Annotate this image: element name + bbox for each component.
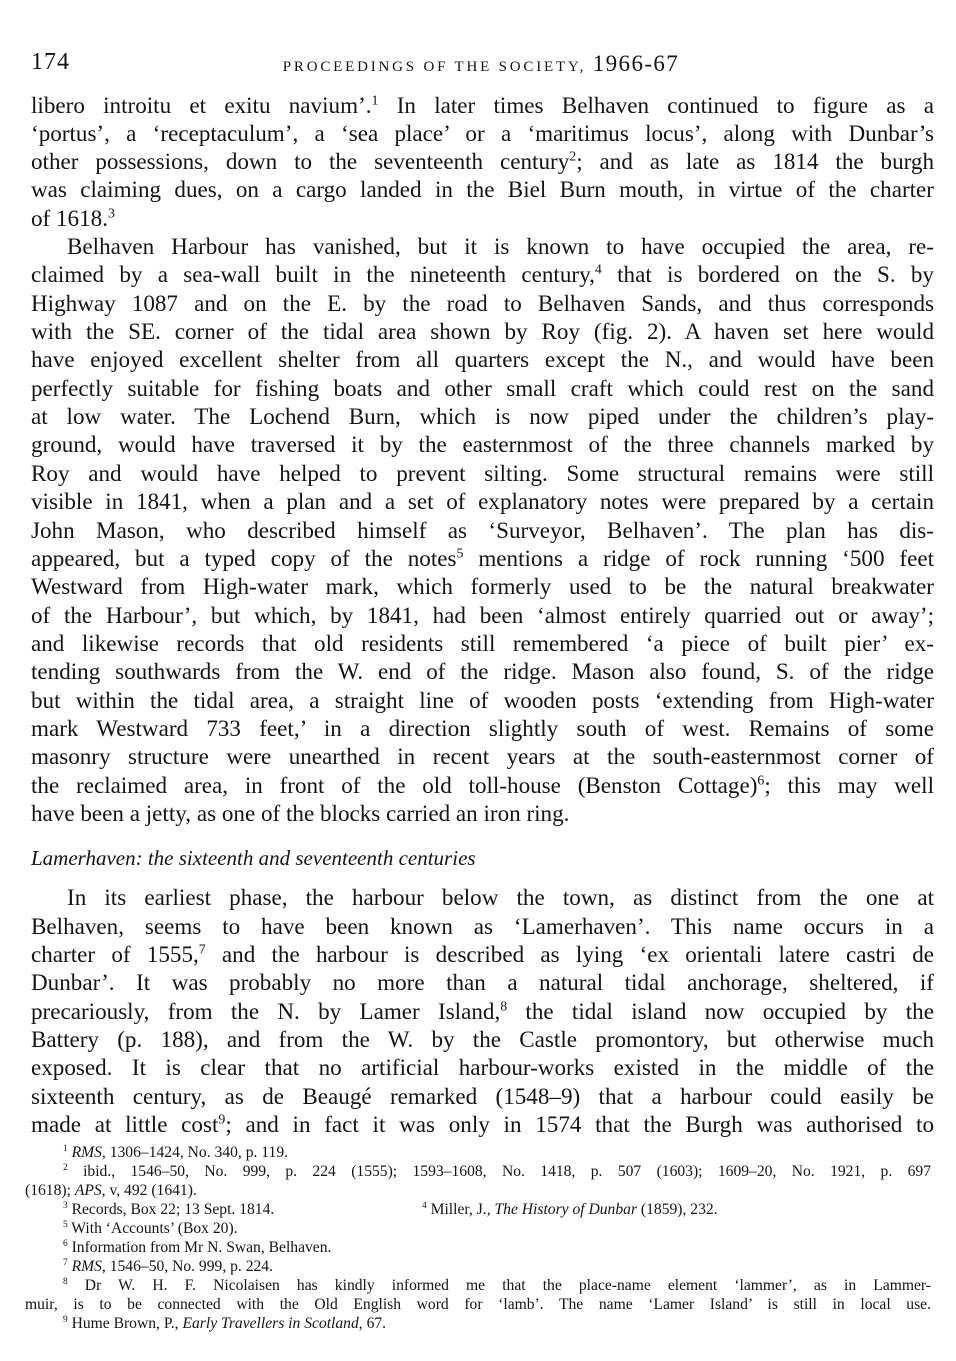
- body-line: charter of 1555,$^7$ and the harbour is described as lying ‘ex orientali latere castri de: [31, 941, 934, 967]
- body-line: perfectly suitable for fishing boats and other small craft which could rest on the sand: [31, 375, 934, 401]
- body-line: exposed. It is clear that no artificial harbour-works existed in the middle of the: [31, 1054, 934, 1080]
- page-number: 174: [31, 49, 70, 75]
- footnote: $^6$ Information from Mr N. Swan, Belhaven.: [63, 1239, 332, 1256]
- running-header: [31, 46, 931, 82]
- body-line: masonry structure were unearthed in recent years at the south-easternmost corner of: [31, 743, 934, 769]
- footnote: $^8$ Dr W. H. F. Nicolaisen has kindly informed me that the place-name element ‘lammer’, as in Lammer-: [63, 1277, 931, 1294]
- body-line: of the Harbour’, but which, by 1841, had been ‘almost entirely quarried out or away’;: [31, 602, 934, 628]
- body-line: ground, would have traversed it by the easternmost of the three channels marked by: [31, 431, 934, 457]
- body-line: other possessions, down to the seventeenth century$^2$; and as late as 1814 the burgh: [31, 148, 934, 174]
- body-line: of 1618.$^3$: [31, 205, 115, 231]
- footnote: (1618); APS, v, 492 (1641).: [25, 1182, 197, 1199]
- running-title-years: 1966-67: [592, 51, 680, 76]
- body-line: Westward from High-water mark, which formerly used to be the natural breakwater: [31, 573, 934, 599]
- section-heading: Lamerhaven: the sixteenth and seventeenth centuries: [31, 846, 476, 870]
- body-line: precariously, from the N. by Lamer Island,$^8$ the tidal island now occupied by the: [31, 998, 934, 1024]
- footnote: $^4$ Miller, J., The History of Dunbar (1859), 232.: [422, 1201, 718, 1218]
- body-line: John Mason, who described himself as ‘Surveyor, Belhaven’. The plan has dis-: [31, 517, 934, 543]
- footnote: muir, is to be connected with the Old English word for ‘lamb’. The name ‘Lamer Island’ is still in local use.: [25, 1296, 931, 1313]
- body-line: Roy and would have helped to prevent silting. Some structural remains were still: [31, 460, 934, 486]
- footnote: $^2$ ibid., 1546–50, No. 999, p. 224 (1555); 1593–1608, No. 1418, p. 507 (1603); 1609–20, No. 1921, p. 697: [63, 1163, 931, 1180]
- body-line: and likewise records that old residents still remembered ‘a piece of built pier’ ex-: [31, 630, 934, 656]
- body-line: have been a jetty, as one of the blocks carried an iron ring.: [31, 800, 570, 826]
- body-line: mark Westward 733 feet,’ in a direction slightly south of west. Remains of some: [31, 715, 934, 741]
- footnote: $^1$ RMS, 1306–1424, No. 340, p. 119.: [63, 1144, 289, 1161]
- body-line: with the SE. corner of the tidal area shown by Roy (fig. 2). A haven set here would: [31, 318, 934, 344]
- running-title: [31, 51, 931, 77]
- footnote: $^7$ RMS, 1546–50, No. 999, p. 224.: [63, 1258, 274, 1275]
- body-line: at low water. The Lochend Burn, which is now piped under the children’s play-: [31, 403, 934, 429]
- body-line: libero introitu et exitu navium’.$^1$ In later times Belhaven continued to figure as a: [31, 92, 934, 118]
- footnote: $^9$ Hume Brown, P., Early Travellers in Scotland, 67.: [63, 1315, 387, 1332]
- footnote: $^5$ With ‘Accounts’ (Box 20).: [63, 1220, 238, 1237]
- body-line: appeared, but a typed copy of the notes$^5$ mentions a ridge of rock running ‘500 feet: [31, 545, 934, 571]
- body-line: have enjoyed excellent shelter from all quarters except the N., and would have been: [31, 346, 934, 372]
- body-line: ‘portus’, a ‘receptaculum’, a ‘sea place’ or a ‘maritimus locus’, along with Dunbar’s: [31, 120, 934, 146]
- body-line: Belhaven Harbour has vanished, but it is known to have occupied the area, re-: [67, 233, 934, 259]
- body-line: Dunbar’. It was probably no more than a natural tidal anchorage, sheltered, if: [31, 969, 934, 995]
- body-line: claimed by a sea-wall built in the nineteenth century,$^4$ that is bordered on the S. by: [31, 261, 934, 287]
- body-line: visible in 1841, when a plan and a set of explanatory notes were prepared by a certain: [31, 488, 934, 514]
- body-line: made at little cost$^9$; and in fact it was only in 1574 that the Burgh was authorised to: [31, 1111, 934, 1137]
- body-line: the reclaimed area, in front of the old toll-house (Benston Cottage)$^6$; this may well: [31, 772, 934, 798]
- body-line: Belhaven, seems to have been known as ‘Lamerhaven’. This name occurs in a: [31, 913, 934, 939]
- body-line: In its earliest phase, the harbour below the town, as distinct from the one at: [67, 884, 934, 910]
- running-title-text: PROCEEDINGS OF THE SOCIETY,: [282, 59, 587, 75]
- body-line: was claiming dues, on a cargo landed in the Biel Burn mouth, in virtue of the charter: [31, 176, 934, 202]
- body-line: tending southwards from the W. end of the ridge. Mason also found, S. of the ridge: [31, 658, 934, 684]
- body-line: but within the tidal area, a straight line of wooden posts ‘extending from High-water: [31, 687, 934, 713]
- body-line: Battery (p. 188), and from the W. by the Castle promontory, but otherwise much: [31, 1026, 934, 1052]
- footnote: $^3$ Records, Box 22; 13 Sept. 1814.: [63, 1201, 275, 1218]
- body-line: Highway 1087 and on the E. by the road to Belhaven Sands, and thus corresponds: [31, 290, 934, 316]
- body-line: sixteenth century, as de Beaugé remarked (1548–9) that a harbour could easily be: [31, 1083, 934, 1109]
